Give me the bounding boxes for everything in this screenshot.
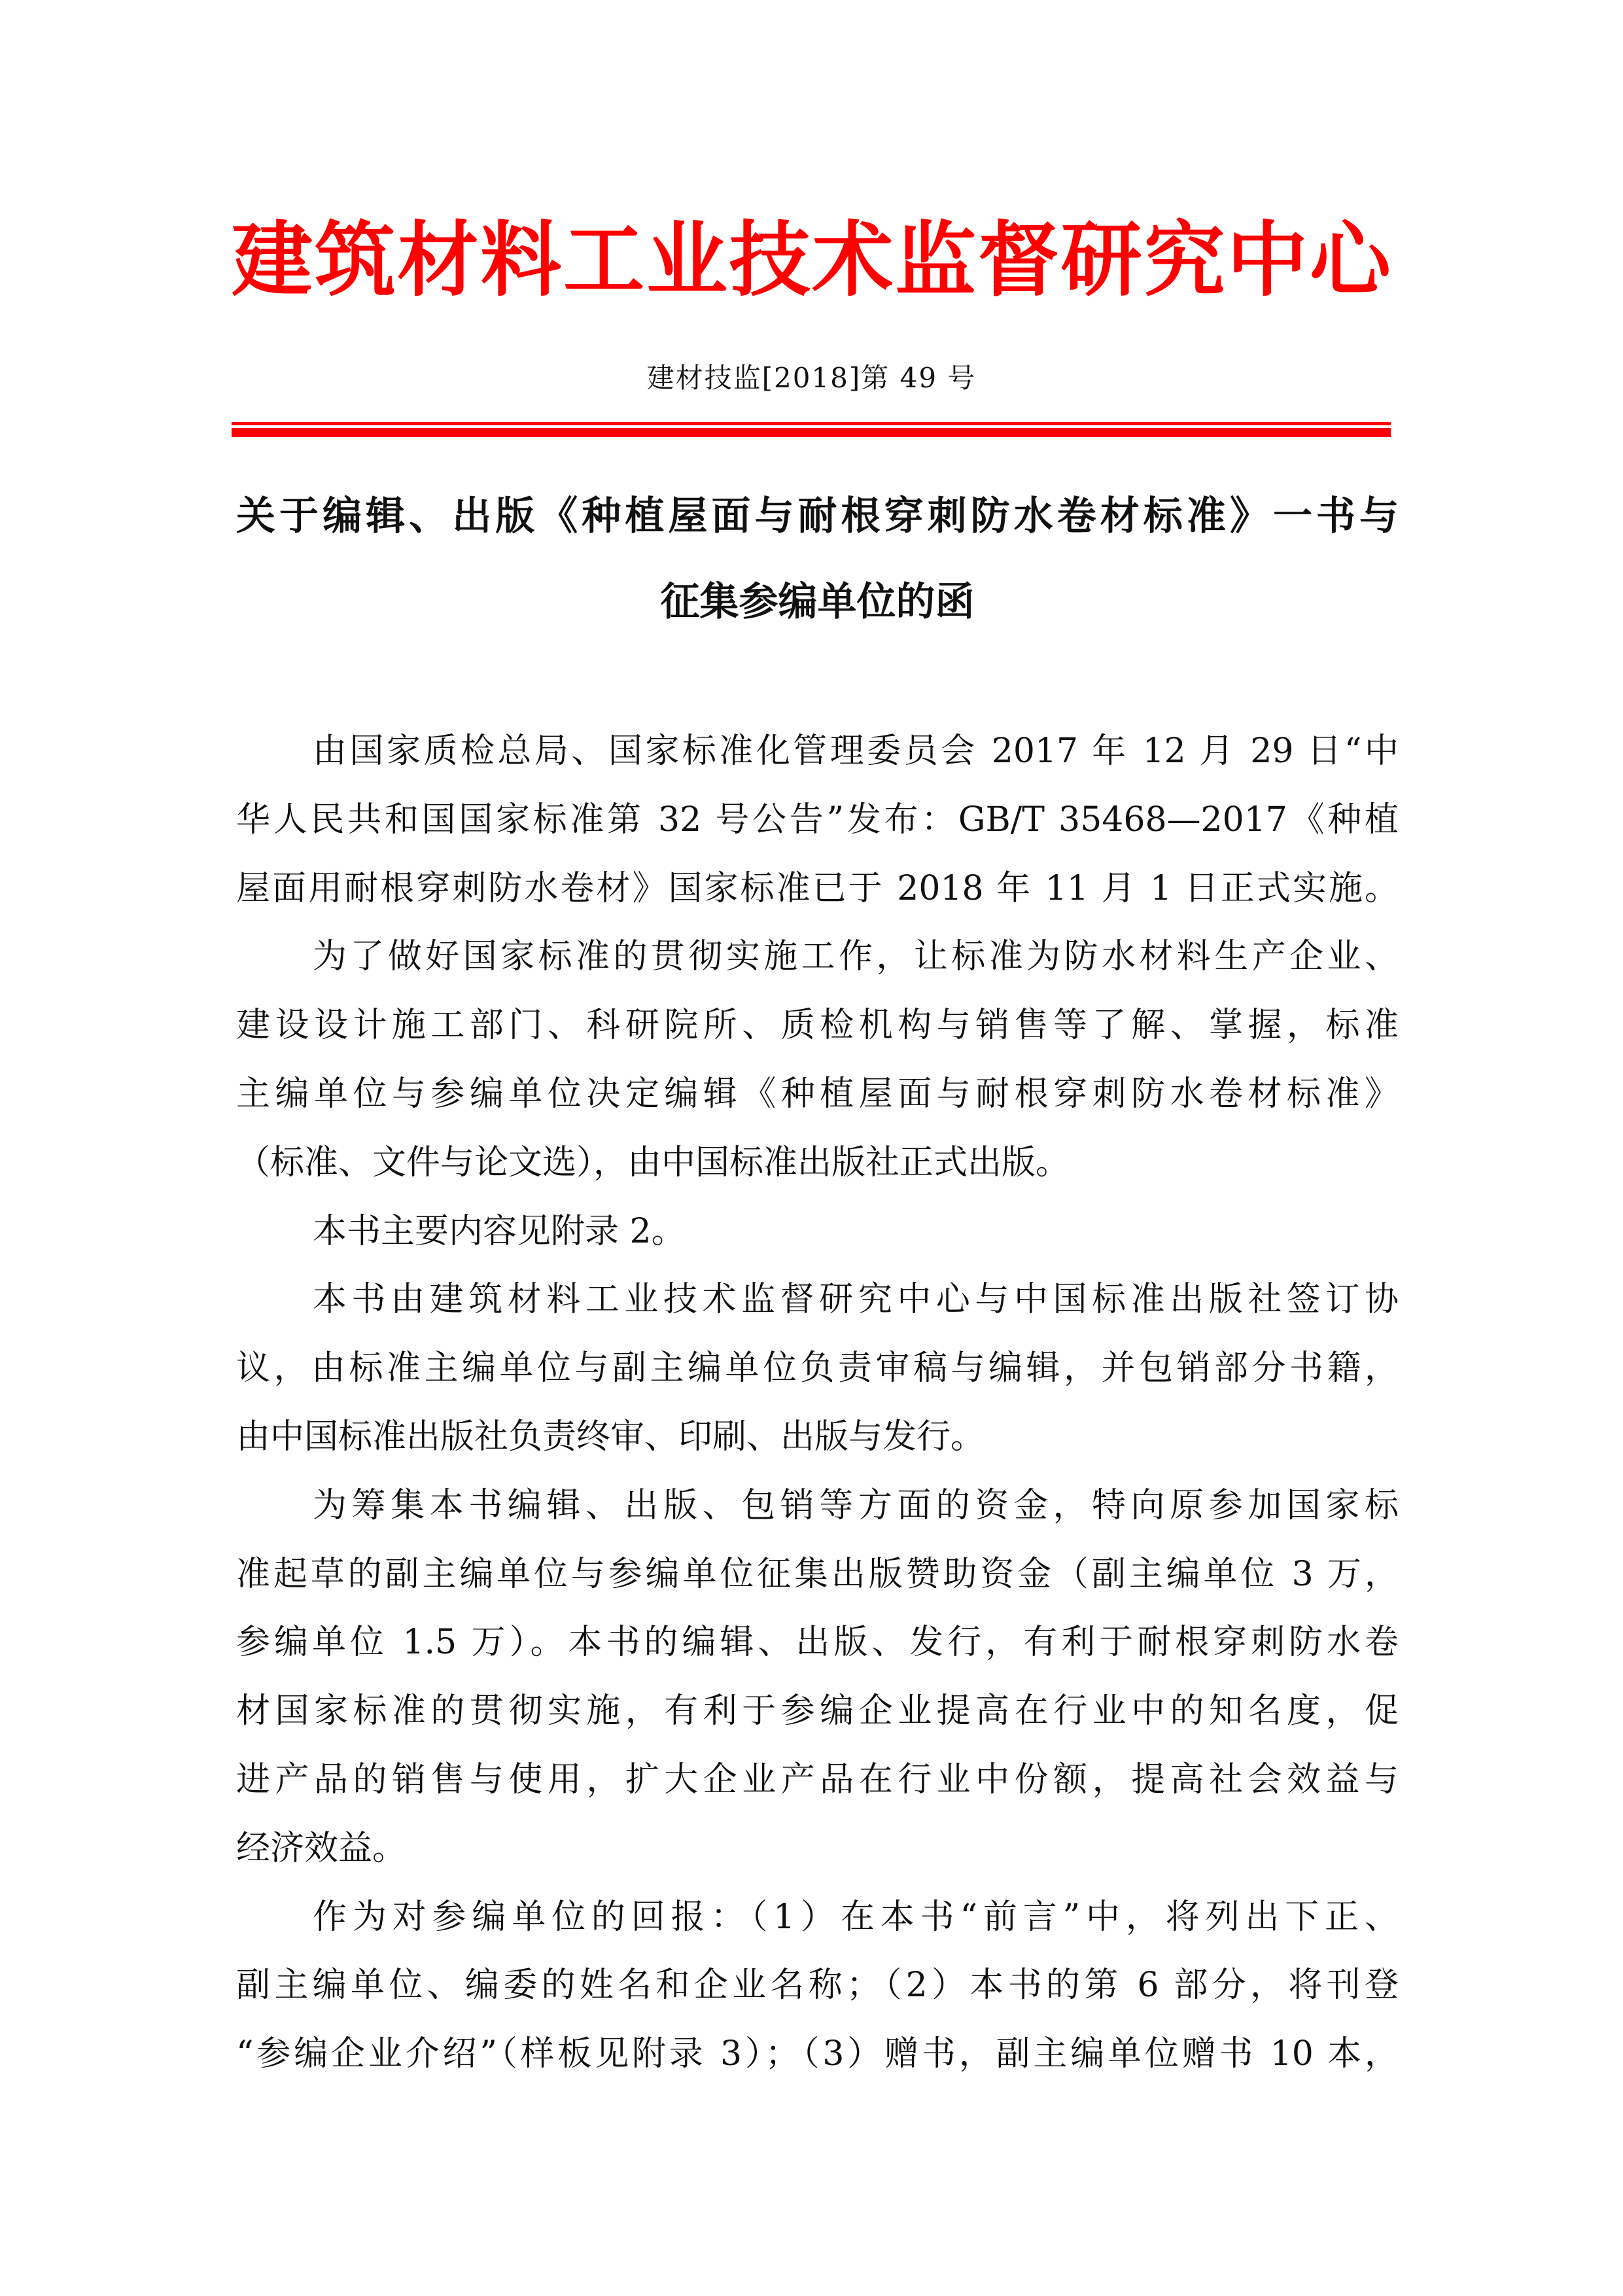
letter-title-line-2: 征集参编单位的函 bbox=[660, 579, 975, 625]
body-text-line: 为了做好国家标准的贯彻实施工作，让标准为防水材料生产企业、 bbox=[313, 937, 1399, 977]
letter-title-line-1: 关于编辑、出版《种植屋面与耐根穿刺防水卷材标准》一书与 bbox=[236, 493, 1399, 539]
letter-body bbox=[236, 717, 1399, 2089]
body-text-line: 本书由建筑材料工业技术监督研究中心与中国标准出版社签订协 bbox=[313, 1280, 1399, 1320]
body-text-line: 由国家质检总局、国家标准化管理委员会 2017 年 12 月 29 日“中 bbox=[313, 732, 1399, 771]
body-text-line: “参编企业介绍”（样板见附录 3）；（3）赠书，副主编单位赠书 10 本， bbox=[236, 2034, 1399, 2074]
body-text-line: 作为对参编单位的回报：（1）在本书“前言”中，将列出下正、 bbox=[313, 1897, 1399, 1937]
header-divider-thick bbox=[232, 428, 1391, 437]
body-text-line: 建设设计施工部门、科研院所、质检机构与销售等了解、掌握，标准 bbox=[236, 1006, 1399, 1046]
body-text-line: 由中国标准出版社负责终审、印刷、出版与发行。 bbox=[236, 1417, 985, 1457]
body-text-line: 华人民共和国国家标准第 32 号公告”发布：GB/T 35468—2017《种植 bbox=[236, 800, 1399, 839]
body-text-line: 主编单位与参编单位决定编辑《种植屋面与耐根穿刺防水卷材标准》 bbox=[236, 1074, 1399, 1114]
body-text-line: 议，由标准主编单位与副主编单位负责审稿与编辑，并包销部分书籍， bbox=[236, 1349, 1399, 1388]
body-text-line: 准起草的副主编单位与参编单位征集出版赞助资金（副主编单位 3 万， bbox=[236, 1554, 1399, 1594]
body-text-line: 本书主要内容见附录 2。 bbox=[313, 1211, 686, 1251]
header-divider-thin bbox=[232, 422, 1391, 425]
body-text-line: 屋面用耐根穿刺防水卷材》国家标准已于 2018 年 11 月 1 日正式实施。 bbox=[236, 868, 1399, 908]
body-text-line: （标准、文件与论文选），由中国标准出版社正式出版。 bbox=[236, 1142, 1070, 1182]
body-text-line: 参编单位 1.5 万）。本书的编辑、出版、发行，有利于耐根穿刺防水卷 bbox=[236, 1623, 1399, 1663]
body-text-line: 经济效益。 bbox=[236, 1828, 407, 1868]
body-text-line: 材国家标准的贯彻实施，有利于参编企业提高在行业中的知名度，促 bbox=[236, 1691, 1399, 1731]
body-text-line: 副主编单位、编委的姓名和企业名称；（2）本书的第 6 部分，将刊登 bbox=[236, 1966, 1399, 2005]
organization-title: 建筑材料工业技术监督研究中心 bbox=[232, 213, 1391, 308]
document-number: 建材技监[2018]第 49 号 bbox=[646, 362, 977, 394]
body-text-line: 为筹集本书编辑、出版、包销等方面的资金，特向原参加国家标 bbox=[313, 1485, 1399, 1525]
body-text-line: 进产品的销售与使用，扩大企业产品在行业中份额，提高社会效益与 bbox=[236, 1759, 1399, 1799]
